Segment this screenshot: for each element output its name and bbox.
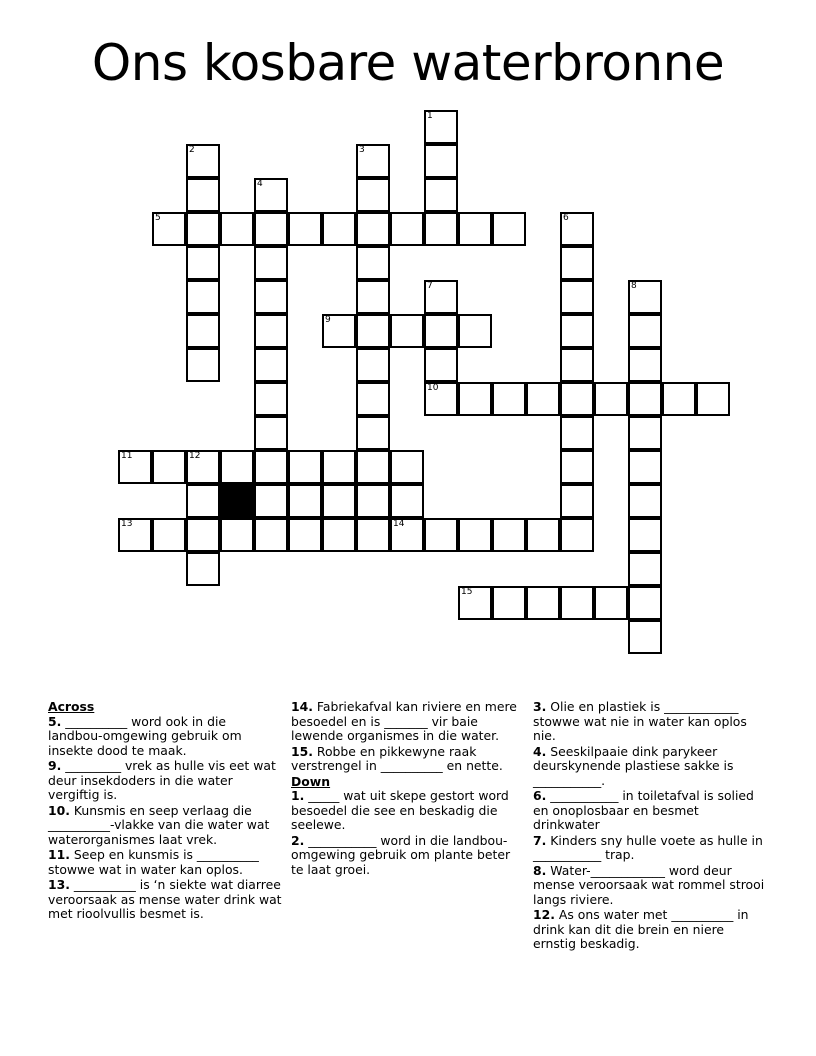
grid-cell[interactable] bbox=[458, 314, 492, 348]
clue-text: Olie en plastiek is ____________ stowwe wat nie in water kan oplos nie. bbox=[533, 699, 747, 743]
clue-number: 13 bbox=[121, 519, 133, 529]
grid-cell[interactable] bbox=[118, 450, 152, 484]
grid-cell[interactable] bbox=[254, 416, 288, 450]
grid-cell[interactable] bbox=[356, 144, 390, 178]
clue bbox=[533, 908, 765, 952]
across-heading: Across bbox=[48, 699, 95, 714]
grid-cell[interactable] bbox=[356, 348, 390, 382]
grid-cell[interactable] bbox=[628, 484, 662, 518]
grid-cell[interactable] bbox=[628, 314, 662, 348]
clue-number: 10 bbox=[427, 383, 439, 393]
grid-cell[interactable] bbox=[254, 382, 288, 416]
clue bbox=[48, 759, 284, 803]
grid-cell[interactable] bbox=[560, 382, 594, 416]
grid-cell[interactable] bbox=[356, 484, 390, 518]
clue-number: 3. bbox=[533, 699, 547, 714]
clue-number: 2. bbox=[291, 832, 305, 848]
grid-cell[interactable] bbox=[356, 178, 390, 212]
grid-cell[interactable] bbox=[186, 552, 220, 586]
grid-cell[interactable] bbox=[254, 212, 288, 246]
clue-number: 4 bbox=[257, 179, 263, 189]
grid-cell[interactable] bbox=[628, 586, 662, 620]
grid-cell[interactable] bbox=[526, 518, 560, 552]
clue bbox=[291, 789, 523, 833]
page-title: Ons kosbare waterbronne bbox=[91, 34, 725, 92]
grid-cell[interactable] bbox=[424, 382, 458, 416]
clue-number: 7. bbox=[533, 832, 547, 848]
grid-cell[interactable] bbox=[356, 518, 390, 552]
grid-cell[interactable] bbox=[560, 314, 594, 348]
clue-number: 5 bbox=[155, 213, 161, 223]
grid-cell[interactable] bbox=[220, 450, 254, 484]
grid-cell[interactable] bbox=[560, 280, 594, 314]
clue bbox=[48, 804, 284, 848]
clue-number: 12. bbox=[533, 907, 555, 922]
grid-cell[interactable] bbox=[254, 314, 288, 348]
grid-cell[interactable] bbox=[356, 314, 390, 348]
grid-cell[interactable] bbox=[424, 280, 458, 314]
clue-number: 15. bbox=[291, 743, 313, 759]
clue-text: Robbe en pikkewyne raak verstrengel in __________ en nette. bbox=[291, 743, 503, 773]
clue-text: _________ vrek as hulle vis eet wat deur insekdoders in die water vergiftig is. bbox=[48, 758, 276, 802]
clue bbox=[48, 715, 284, 759]
grid-cell[interactable] bbox=[628, 348, 662, 382]
grid-cell-black bbox=[220, 484, 254, 518]
grid-cell[interactable] bbox=[526, 382, 560, 416]
grid-cell[interactable] bbox=[492, 382, 526, 416]
grid-cell[interactable] bbox=[390, 212, 424, 246]
clue-number: 6. bbox=[533, 788, 547, 803]
clue-text: Seep en kunsmis is __________ stowwe wat in water kan oplos. bbox=[48, 847, 259, 877]
grid-cell[interactable] bbox=[560, 212, 594, 246]
clue-number: 1. bbox=[291, 788, 305, 803]
grid-cell[interactable] bbox=[186, 518, 220, 552]
grid-cell[interactable] bbox=[458, 586, 492, 620]
grid-cell[interactable] bbox=[186, 280, 220, 314]
clue-number: 8. bbox=[533, 862, 547, 878]
grid-cell[interactable] bbox=[254, 348, 288, 382]
grid-cell[interactable] bbox=[254, 518, 288, 552]
clue bbox=[533, 700, 765, 744]
grid-cell[interactable] bbox=[628, 280, 662, 314]
clue-number: 2 bbox=[189, 145, 195, 155]
grid-cell[interactable] bbox=[628, 620, 662, 654]
clue bbox=[48, 848, 284, 877]
clue-number: 9. bbox=[48, 758, 62, 773]
grid-cell[interactable] bbox=[560, 348, 594, 382]
grid-cell[interactable] bbox=[458, 518, 492, 552]
grid-cell[interactable] bbox=[186, 450, 220, 484]
grid-cell[interactable] bbox=[186, 144, 220, 178]
grid-cell[interactable] bbox=[458, 382, 492, 416]
grid-cell[interactable] bbox=[560, 586, 594, 620]
grid-cell[interactable] bbox=[152, 212, 186, 246]
grid-cell[interactable] bbox=[186, 212, 220, 246]
clue-text: Fabriekafval kan riviere en mere besoedel en is _______ vir baie lewende organismes in die water. bbox=[291, 699, 517, 743]
grid-cell[interactable] bbox=[254, 484, 288, 518]
grid-cell[interactable] bbox=[628, 416, 662, 450]
grid-cell[interactable] bbox=[560, 450, 594, 484]
grid-cell[interactable] bbox=[322, 518, 356, 552]
grid-cell[interactable] bbox=[356, 416, 390, 450]
clue bbox=[291, 745, 523, 774]
grid-cell[interactable] bbox=[594, 382, 628, 416]
grid-cell[interactable] bbox=[492, 212, 526, 246]
down-heading: Down bbox=[291, 773, 331, 789]
clue-text: Water-____________ word deur mense veroorsaak wat rommel strooi langs riviere. bbox=[533, 862, 765, 907]
clue-text: Kinders sny hulle voete as hulle in ___________ trap. bbox=[533, 832, 763, 862]
grid-cell[interactable] bbox=[424, 178, 458, 212]
grid-cell[interactable] bbox=[322, 314, 356, 348]
grid-cell[interactable] bbox=[662, 382, 696, 416]
clue-number: 10. bbox=[48, 802, 70, 818]
clue-number: 7 bbox=[427, 281, 433, 291]
grid-cell[interactable] bbox=[152, 518, 186, 552]
grid-cell[interactable] bbox=[492, 586, 526, 620]
clue bbox=[533, 864, 765, 908]
grid-cell[interactable] bbox=[220, 518, 254, 552]
clue-number: 12 bbox=[189, 451, 201, 461]
grid-cell[interactable] bbox=[288, 450, 322, 484]
grid-cell[interactable] bbox=[526, 586, 560, 620]
grid-cell[interactable] bbox=[424, 348, 458, 382]
clue-text: __________ is ‘n siekte wat diarree veroorsaak as mense water drink wat met rioolvullis besmet is. bbox=[48, 877, 282, 921]
clue bbox=[533, 745, 765, 789]
clue-number: 13. bbox=[48, 877, 70, 892]
grid-cell[interactable] bbox=[458, 212, 492, 246]
grid-cell[interactable] bbox=[560, 246, 594, 280]
grid-cell[interactable] bbox=[254, 178, 288, 212]
clue-text: _____ wat uit skepe gestort word besoedel die see en beskadig die seelewe. bbox=[291, 788, 509, 832]
grid-cell[interactable] bbox=[492, 518, 526, 552]
grid-cell[interactable] bbox=[152, 450, 186, 484]
clue-text: ___________ word in die landbou-omgewing gebruik om plante beter te laat groei. bbox=[291, 832, 511, 877]
grid-cell[interactable] bbox=[560, 416, 594, 450]
grid-cell[interactable] bbox=[390, 314, 424, 348]
clue-number: 5. bbox=[48, 713, 62, 729]
grid-cell[interactable] bbox=[118, 518, 152, 552]
grid-cell[interactable] bbox=[356, 246, 390, 280]
clue-text: Seeskilpaaie dink parykeer deurskynende plastiese sakke is ___________. bbox=[533, 743, 734, 788]
grid-cell[interactable] bbox=[424, 314, 458, 348]
grid-cell[interactable] bbox=[628, 552, 662, 586]
grid-cell[interactable] bbox=[696, 382, 730, 416]
grid-cell[interactable] bbox=[220, 212, 254, 246]
grid-cell[interactable] bbox=[186, 246, 220, 280]
grid-cell[interactable] bbox=[254, 246, 288, 280]
grid-cell[interactable] bbox=[356, 450, 390, 484]
grid-cell[interactable] bbox=[356, 212, 390, 246]
clue bbox=[533, 834, 765, 863]
grid-cell[interactable] bbox=[628, 382, 662, 416]
grid-cell[interactable] bbox=[186, 314, 220, 348]
grid-cell[interactable] bbox=[560, 484, 594, 518]
grid-cell[interactable] bbox=[424, 518, 458, 552]
grid-cell[interactable] bbox=[288, 212, 322, 246]
clue-number: 8 bbox=[631, 281, 637, 291]
grid-cell[interactable] bbox=[322, 484, 356, 518]
grid-cell[interactable] bbox=[322, 450, 356, 484]
grid-cell[interactable] bbox=[288, 518, 322, 552]
clue-text: As ons water met __________ in drink kan dit die brein en niere ernstig beskadig. bbox=[533, 907, 749, 951]
clues-column-2 bbox=[291, 700, 523, 878]
grid-cell[interactable] bbox=[186, 348, 220, 382]
clue bbox=[533, 789, 765, 833]
grid-cell[interactable] bbox=[254, 280, 288, 314]
clue-number: 15 bbox=[461, 587, 473, 597]
grid-cell[interactable] bbox=[390, 450, 424, 484]
clue-number: 14 bbox=[393, 519, 405, 529]
grid-cell[interactable] bbox=[424, 212, 458, 246]
clue-number: 11. bbox=[48, 847, 70, 862]
clue-text: ___________ in toiletafval is solied en onoplosbaar en besmet drinkwater bbox=[533, 788, 754, 832]
grid-cell[interactable] bbox=[628, 518, 662, 552]
grid-cell[interactable] bbox=[560, 518, 594, 552]
clues-column-3 bbox=[533, 700, 765, 953]
clues-column-1 bbox=[48, 700, 284, 923]
clue bbox=[48, 878, 284, 922]
grid-cell[interactable] bbox=[628, 450, 662, 484]
grid-cell[interactable] bbox=[186, 484, 220, 518]
grid-cell[interactable] bbox=[390, 484, 424, 518]
clue-number: 9 bbox=[325, 315, 331, 325]
clue bbox=[291, 700, 523, 744]
clue-number: 6 bbox=[563, 213, 569, 223]
grid-cell[interactable] bbox=[322, 212, 356, 246]
grid-cell[interactable] bbox=[186, 178, 220, 212]
grid-cell[interactable] bbox=[356, 382, 390, 416]
clue-number: 4. bbox=[533, 743, 547, 759]
grid-cell[interactable] bbox=[288, 484, 322, 518]
clue bbox=[291, 834, 523, 878]
clue-text: __________ word ook in die landbou-omgewing gebruik om insekte dood te maak. bbox=[48, 713, 242, 758]
grid-cell[interactable] bbox=[254, 450, 288, 484]
clue-text: Kunsmis en seep verlaag die __________-vlakke van die water wat waterorganismes laat vrek. bbox=[48, 802, 270, 847]
clue-number: 11 bbox=[121, 451, 133, 461]
grid-cell[interactable] bbox=[424, 144, 458, 178]
grid-cell[interactable] bbox=[424, 110, 458, 144]
clue-number: 1 bbox=[427, 111, 433, 121]
grid-cell[interactable] bbox=[594, 586, 628, 620]
clue-number: 14. bbox=[291, 699, 313, 714]
clue-number: 3 bbox=[359, 145, 365, 155]
grid-cell[interactable] bbox=[390, 518, 424, 552]
grid-cell[interactable] bbox=[356, 280, 390, 314]
